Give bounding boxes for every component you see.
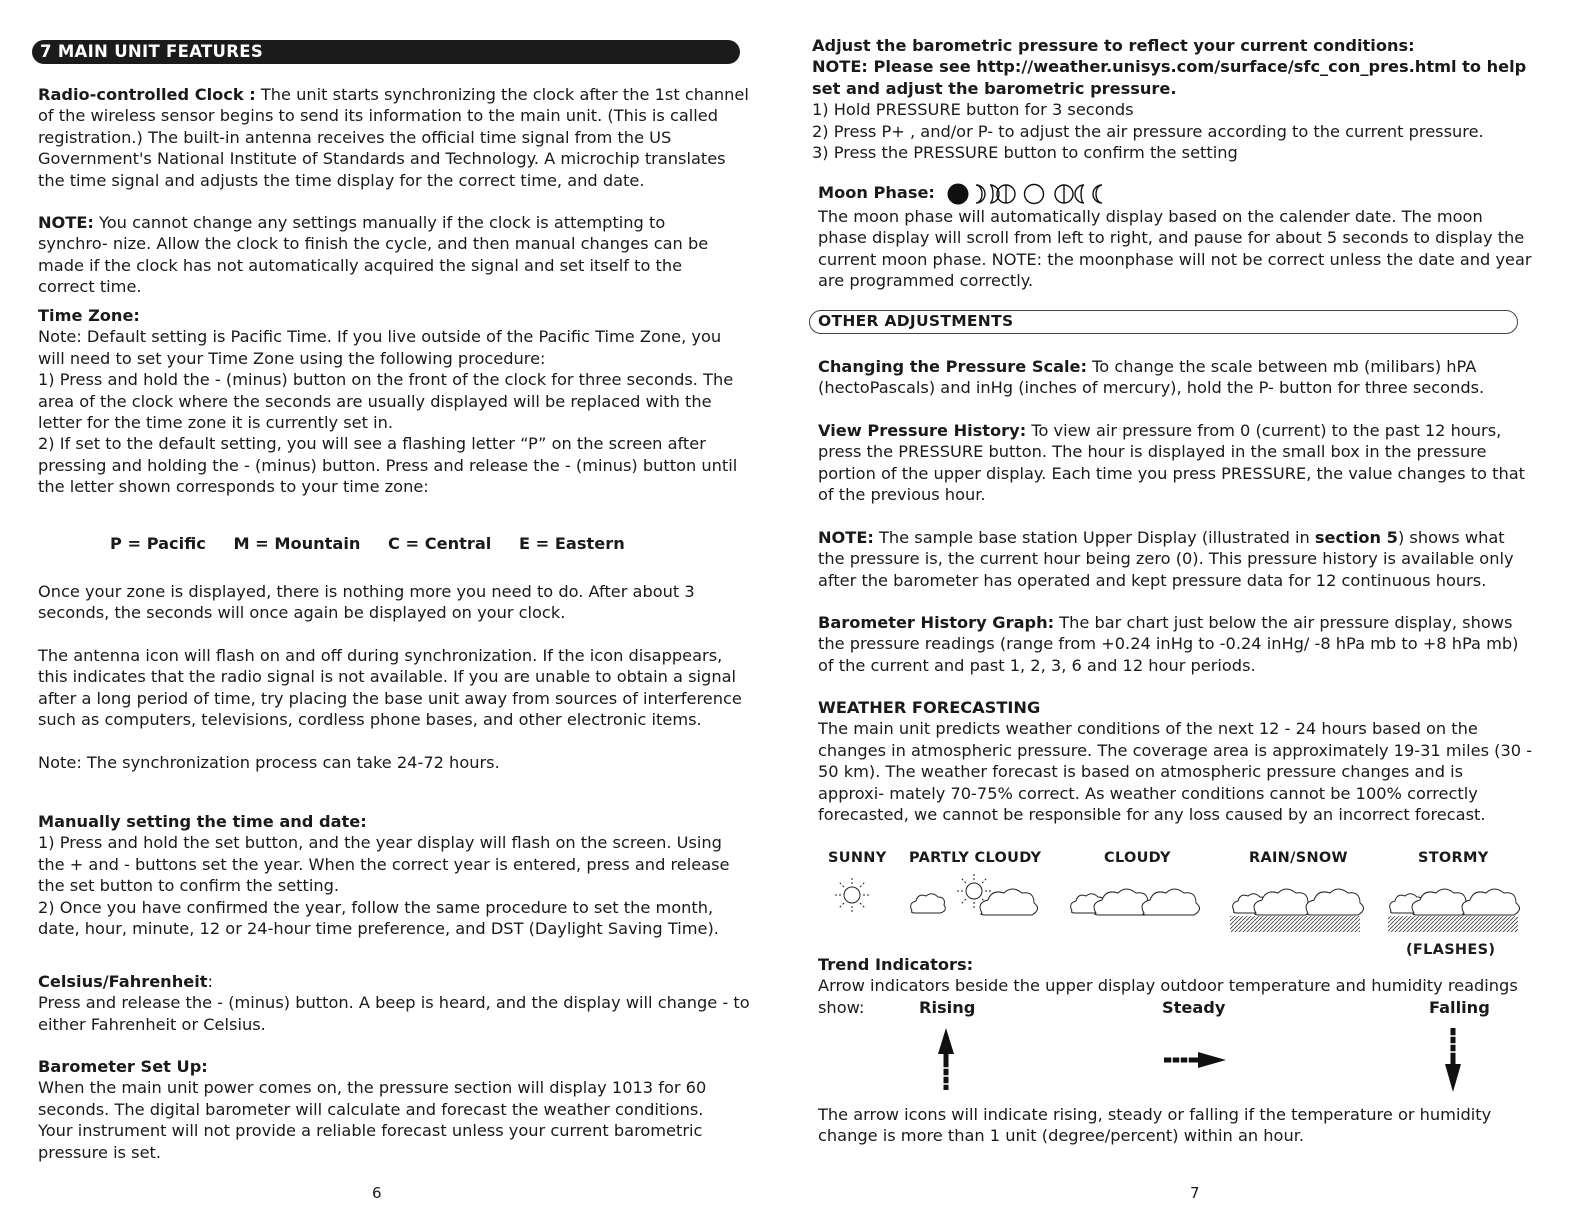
barometer-title: Barometer Set Up:: [38, 1057, 208, 1076]
adjust-step-3: 3) Press the PRESSURE button to confirm the setting: [812, 143, 1238, 163]
zone-pacific: P = Pacific: [110, 534, 206, 553]
note2-text-b: ) shows what the pressure is, the current hour being zero (0). This pressure history is available only after the barometer has operated and kept pressure data for 12 continuous hours.: [818, 528, 1514, 590]
time-zone-section: [38, 305, 750, 498]
flashes-label: (FLASHES): [1406, 942, 1496, 958]
stormy-icon: [1388, 889, 1520, 932]
sun-icon: [834, 877, 870, 913]
other-adjustments-header: OTHER ADJUSTMENTS: [809, 310, 1518, 334]
radio-clock-title: Radio-controlled Clock :: [38, 85, 256, 104]
label-sunny: SUNNY: [828, 850, 887, 866]
rising-arrow-icon: [934, 1028, 958, 1092]
forecast-section: [818, 697, 1533, 825]
forecast-title: WEATHER FORECASTING: [818, 698, 1041, 717]
time-zone-step1: 1) Press and hold the - (minus) button on the front of the clock for three seconds. The area of the clock where the seconds are usually displayed will be replaced with the letter for the time zone it is currently set in.: [38, 370, 734, 433]
adjust-step-1: 1) Hold PRESSURE button for 3 seconds: [812, 100, 1134, 120]
adjust-step-2: 2) Press P+ , and/or P- to adjust the air pressure according to the current pressure.: [812, 121, 1484, 141]
graph-title: Barometer History Graph:: [818, 613, 1055, 632]
barometer-section: [38, 1056, 738, 1163]
rain-snow-icon: [1230, 889, 1364, 932]
zone-eastern: E = Eastern: [518, 534, 625, 553]
zone-done-text: Once your zone is displayed, there is nothing more you need to do. After about 3 seconds, the seconds will once again be displayed on your clock.: [38, 582, 695, 623]
partly-cloudy-icon: [911, 873, 1038, 915]
barometer-text: When the main unit power comes on, the pressure section will display 1013 for 60 seconds. The digital barometer will calculate and forecast the weather conditions. Your instrument will not provide a reliable forecast unless your current barometric pressure is set.: [38, 1078, 707, 1162]
label-partly-cloudy: PARTLY CLOUDY: [909, 850, 1042, 866]
trend-title: Trend Indicators:: [818, 955, 974, 974]
forecast-text: The main unit predicts weather conditions of the next 12 - 24 hours based on the changes in atmospheric pressure. The coverage area is approximately 19-31 miles (30 - 50 km). The weather forecast is based on atmospheric pressure changes and is approxi- mately 70-75% correct. As weather conditions cannot be 100% correctly forecasted, we cannot be responsible for any loss caused by an incorrect forecast.: [818, 719, 1533, 825]
manual-step2: 2) Once you have confirmed the year, follow the same procedure to set the month, date, hour, minute, 12 or 24-hour time preference, and DST (Daylight Saving Time).: [38, 897, 719, 939]
falling-arrow-icon: [1441, 1028, 1465, 1092]
cloudy-icon: [1071, 889, 1200, 915]
steady-label: Steady: [1162, 998, 1226, 1017]
time-zone-title: Time Zone:: [38, 306, 140, 325]
note-label: NOTE:: [38, 213, 94, 232]
manual-step1: 1) Press and hold the set button, and the year display will flash on the screen. Using the + and - buttons set the year. When the correct year is entered, press and release the set button to confirm the setting.: [38, 833, 730, 896]
celsius-section: [38, 971, 750, 1035]
time-zone-intro: Note: Default setting is Pacific Time. If you live outside of the Pacific Time Zone, you will need to set your Time Zone using the following procedure:: [38, 327, 722, 368]
pressure-scale-text: To change the scale between mb (milibars) hPA (hectoPascals) and inHg (inches of mercury), hold the P- button for three seconds.: [818, 357, 1485, 398]
trend-footer: The arrow icons will indicate rising, steady or falling if the temperature or humidity change is more than 1 unit (degree/percent) within an hour.: [818, 1105, 1492, 1146]
note-sync-section: [38, 212, 738, 298]
time-zone-step2: 2) If set to the default setting, you will see a flashing letter “P” on the screen after pressing and holding the - (minus) button. Press and release the - (minus) button until the letter shown corresponds to your time zone:: [38, 434, 738, 497]
note2-label: NOTE:: [818, 528, 874, 547]
rising-label: Rising: [919, 998, 976, 1017]
sync-note: Note: The synchronization process can take 24-72 hours.: [38, 753, 500, 772]
pressure-history-title: View Pressure History:: [818, 421, 1027, 440]
celsius-colon: :: [207, 972, 213, 991]
graph-text: The bar chart just below the air pressure display, shows the pressure readings (range from +0.24 inHg to -0.24 inHg/ -8 hPa mb to +8 hPa mb) of the current and past 1, 2, 3, 6 and 12 hour periods.: [818, 613, 1519, 675]
moon-text: The moon phase will automatically display based on the calender date. The moon phase display will scroll from left to right, and pause for about 5 seconds to display the current moon phase. NOTE: the moonphase will not be correct unless the date and year are programmed correctly.: [818, 207, 1532, 291]
moon-title: Moon Phase:: [818, 183, 935, 202]
page-number-right: 7: [1190, 1184, 1200, 1202]
page-number-left: 6: [372, 1184, 382, 1202]
zone-mountain: M = Mountain: [233, 534, 361, 553]
celsius-text: Press and release the - (minus) button. A beep is heard, and the display will change - to either Fahrenheit or Celsius.: [38, 993, 750, 1034]
weather-icons: [826, 873, 1526, 943]
moon-section: [818, 180, 1533, 292]
time-zone-list: [110, 534, 647, 553]
adjust-section: [812, 35, 1532, 163]
pressure-history-text: To view air pressure from 0 (current) to the past 12 hours, press the PRESSURE button. The hour is displayed in the small box in the pressure portion of the upper display. Each time you press PRESSURE, the value changes to that of the previous hour.: [818, 421, 1525, 505]
celsius-title: Celsius/Fahrenheit: [38, 972, 208, 991]
pressure-scale-title: Changing the Pressure Scale:: [818, 357, 1088, 376]
label-stormy: STORMY: [1418, 850, 1489, 866]
radio-clock-text: The unit starts synchronizing the clock after the 1st channel of the wireless sensor begins to send its information to the main unit. (This is called registration.) The built-in antenna receives the official time signal from the US Government's National Institute of Standards and Technology. A microchip translates the time signal and adjusts the time display for the correct time, and date.: [38, 85, 749, 190]
trend-show: show:: [818, 997, 865, 1017]
adjust-note: NOTE: Please see http://weather.unisys.com/surface/sfc_con_pres.html to help set and adjust the barometric pressure.: [812, 57, 1527, 98]
note2-text-a: The sample base station Upper Display (illustrated in: [873, 528, 1315, 547]
trend-text: Arrow indicators beside the upper display outdoor temperature and humidity readings: [818, 976, 1518, 996]
section-header: 7 MAIN UNIT FEATURES: [32, 40, 740, 64]
label-rain-snow: RAIN/SNOW: [1249, 850, 1348, 866]
adjust-title: Adjust the barometric pressure to reflect your current conditions:: [812, 36, 1415, 55]
falling-label: Falling: [1429, 998, 1490, 1017]
note2-section: section 5: [1314, 528, 1398, 547]
antenna-text: The antenna icon will flash on and off during synchronization. If the icon disappears, this indicates that the radio signal is not available. If you are unable to obtain a signal after a long period of time, try placing the base unit away from sources of interference such as computers, televisions, cordless phone bases, and other electronic items.: [38, 646, 742, 730]
manual-section: [38, 811, 750, 939]
manual-title: Manually setting the time and date:: [38, 812, 367, 831]
zone-central: C = Central: [388, 534, 492, 553]
note-text: You cannot change any settings manually if the clock is attempting to synchro- nize. Allow the clock to finish the cycle, and then manual changes can be made if the clock has not automatically acquired the signal and set itself to the correct time.: [38, 213, 709, 297]
moon-phases-icon: [946, 182, 1116, 206]
label-cloudy: CLOUDY: [1104, 850, 1171, 866]
steady-arrow-icon: [1162, 1050, 1228, 1070]
radio-clock-section: [38, 84, 750, 191]
